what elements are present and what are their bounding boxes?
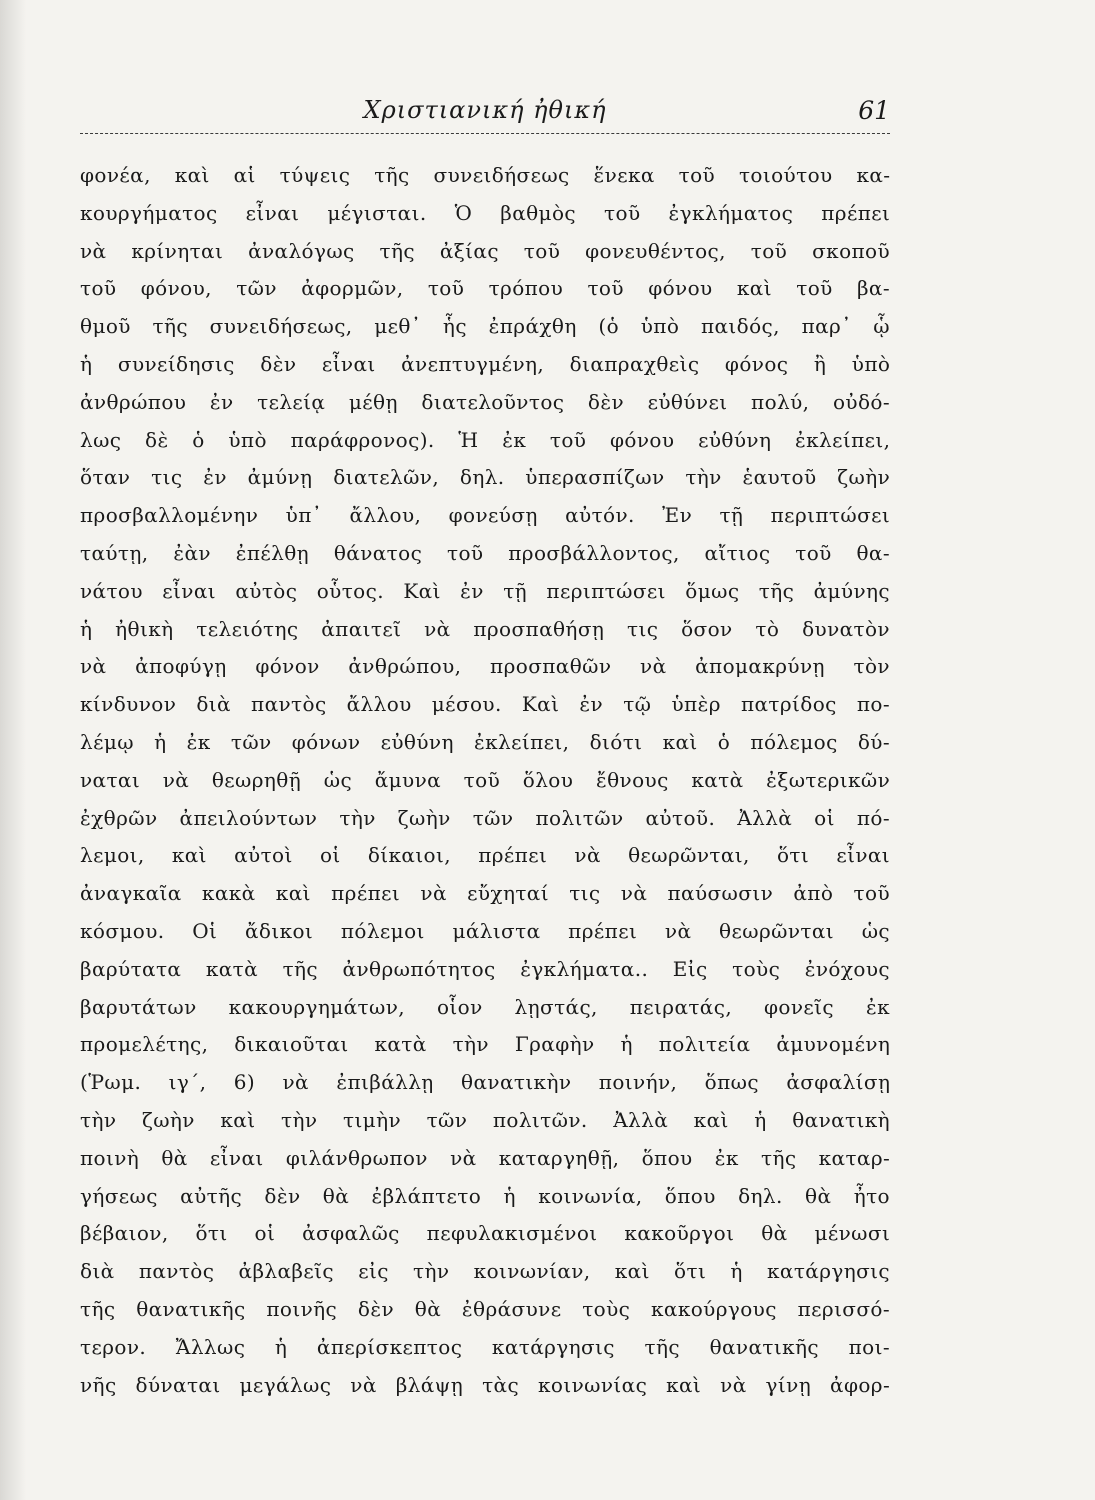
text-line: προμελέτης, δικαιοῦται κατὰ τὴν Γραφὴν ἡ πολιτεία ἀμυνομένη [80,1032,890,1057]
page-number: 61 [858,96,890,125]
header-rule [80,133,890,134]
text-line: τοῦ φόνου, τῶν ἀφορμῶν, τοῦ τρόπου τοῦ φόνου καὶ τοῦ βα- [80,276,890,301]
text-line: τῆς θανατικῆς ποινῆς δὲν θὰ ἐθράσυνε τοὺς κακούργους περισσό- [80,1296,890,1321]
text-line: λως δὲ ὁ ὑπὸ παράφρονος). Ἡ ἐκ τοῦ φόνου εὐθύνη ἐκλείπει, [80,427,890,452]
body-text [80,157,890,1404]
text-line: νῆς δύναται μεγάλως νὰ βλάψῃ τὰς κοινωνίας καὶ νὰ γίνῃ ἀφορ- [80,1372,890,1397]
text-line: τερον. Ἄλλως ἡ ἀπερίσκεπτος κατάργησις τῆς θανατικῆς ποι- [80,1334,890,1359]
text-line: ναται νὰ θεωρηθῇ ὡς ἄμυνα τοῦ ὅλου ἔθνους κατὰ ἐξωτερικῶν [80,767,890,792]
text-line: ὅταν τις ἐν ἀμύνῃ διατελῶν, δηλ. ὑπερασπίζων τὴν ἑαυτοῦ ζωὴν [80,465,890,490]
text-line: νάτου εἶναι αὐτὸς οὗτος. Καὶ ἐν τῇ περιπτώσει ὅμως τῆς ἀμύνης [80,578,890,603]
text-line: (Ῥωμ. ιγ΄, 6) νὰ ἐπιβάλλῃ θανατικὴν ποινήν, ὅπως ἀσφαλίσῃ [80,1070,890,1095]
text-line: βέβαιον, ὅτι οἱ ἀσφαλῶς πεφυλακισμένοι κακοῦργοι θὰ μένωσι [80,1221,890,1246]
text-line: θμοῦ τῆς συνειδήσεως, μεθ᾽ ἧς ἐπράχθη (ὁ ὑπὸ παιδός, παρ᾽ ᾧ [80,314,890,339]
text-line: βαρύτατα κατὰ τῆς ἀνθρωπότητος ἐγκλήματα.. Εἰς τοὺς ἐνόχους [80,956,890,981]
text-line: γήσεως αὐτῆς δὲν θὰ ἐβλάπτετο ἡ κοινωνία, ὅπου δηλ. θὰ ἦτο [80,1183,890,1208]
text-line: νὰ ἀποφύγῃ φόνον ἀνθρώπου, προσπαθῶν νὰ ἀπομακρύνῃ τὸν [80,654,890,679]
running-title: Χριστιανική ἠθική [363,96,607,124]
text-line: ἀναγκαῖα κακὰ καὶ πρέπει νὰ εὔχηταί τις νὰ παύσωσιν ἀπὸ τοῦ [80,881,890,906]
text-line: φονέα, καὶ αἱ τύψεις τῆς συνειδήσεως ἕνεκα τοῦ τοιούτου κα- [80,163,890,187]
text-line: λεμοι, καὶ αὐτοὶ οἱ δίκαιοι, πρέπει νὰ θεωρῶνται, ὅτι εἶναι [80,843,890,868]
running-header [80,96,890,130]
text-line: κίνδυνον διὰ παντὸς ἄλλου μέσου. Καὶ ἐν τῷ ὑπὲρ πατρίδος πο- [80,692,890,717]
text-line: νὰ κρίνηται ἀναλόγως τῆς ἀξίας τοῦ φονευθέντος, τοῦ σκοποῦ [80,238,890,263]
text-line: διὰ παντὸς ἀβλαβεῖς εἰς τὴν κοινωνίαν, καὶ ὅτι ἡ κατάργησις [80,1259,890,1284]
text-line: ἡ συνείδησις δὲν εἶναι ἀνεπτυγμένη, διαπραχθεὶς φόνος ἢ ὑπὸ [80,351,890,376]
text-line: προσβαλλομένην ὑπ᾽ ἄλλου, φονεύσῃ αὐτόν. Ἐν τῇ περιπτώσει [80,503,890,528]
text-line: ἀνθρώπου ἐν τελείᾳ μέθῃ διατελοῦντος δὲν εὐθύνει πολύ, οὐδό- [80,389,890,414]
text-line: ποινὴ θὰ εἶναι φιλάνθρωπον νὰ καταργηθῇ, ὅπου ἐκ τῆς καταρ- [80,1145,890,1170]
text-line: βαρυτάτων κακουργημάτων, οἷον λῃστάς, πειρατάς, φονεῖς ἐκ [80,994,890,1019]
text-line: ἐχθρῶν ἀπειλούντων τὴν ζωὴν τῶν πολιτῶν αὐτοῦ. Ἀλλὰ οἱ πό- [80,805,890,830]
text-line: ταύτῃ, ἐὰν ἐπέλθῃ θάνατος τοῦ προσβάλλοντος, αἴτιος τοῦ θα- [80,540,890,565]
text-line: λέμῳ ἡ ἐκ τῶν φόνων εὐθύνη ἐκλείπει, διότι καὶ ὁ πόλεμος δύ- [80,729,890,754]
text-line: κουργήματος εἶναι μέγισται. Ὁ βαθμὸς τοῦ ἐγκλήματος πρέπει [80,200,890,225]
text-line: τὴν ζωὴν καὶ τὴν τιμὴν τῶν πολιτῶν. Ἀλλὰ καὶ ἡ θανατικὴ [80,1107,890,1132]
spine-shadow [0,0,26,1500]
text-line: κόσμου. Οἱ ἄδικοι πόλεμοι μάλιστα πρέπει νὰ θεωρῶνται ὡς [80,918,890,943]
text-line: ἡ ἠθικὴ τελειότης ἀπαιτεῖ νὰ προσπαθήσῃ τις ὅσον τὸ δυνατὸν [80,616,890,641]
